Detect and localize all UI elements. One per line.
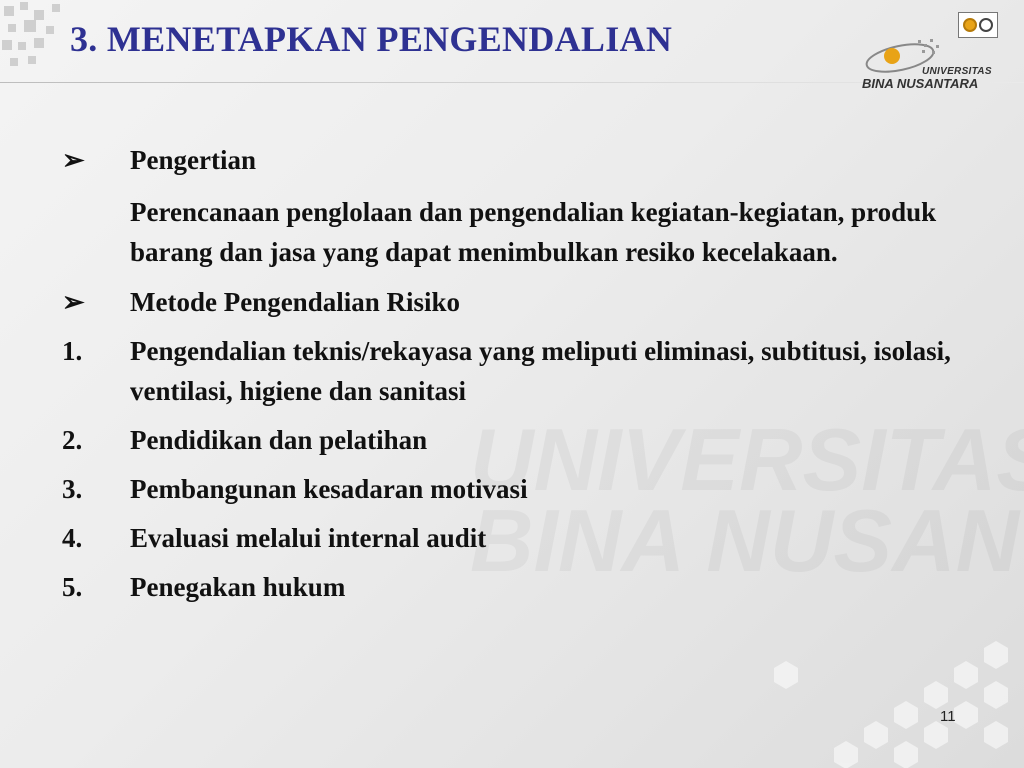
list-item-text: Penegakan hukum <box>130 572 346 602</box>
list-item-text: Evaluasi melalui internal audit <box>130 523 487 553</box>
list-number: 1. <box>62 336 83 366</box>
list-number: 5. <box>62 572 83 602</box>
section-heading-metode <box>62 282 962 322</box>
arrow-bullet-icon: ➢ <box>62 145 85 175</box>
slide-title: 3. MENETAPKAN PENGENDALIAN <box>70 19 673 59</box>
list-item <box>62 567 962 607</box>
list-number: 4. <box>62 523 83 553</box>
list-item <box>62 331 962 411</box>
list-item-text: Pembangunan kesadaran motivasi <box>130 474 528 504</box>
list-item-text: Pengendalian teknis/rekayasa yang meliputi eliminasi, subtitusi, isolasi, ventilasi, higiene dan sanitasi <box>130 336 951 406</box>
definition-paragraph: Perencanaan penglolaan dan pengendalian kegiatan-kegiatan, produk barang dan jasa yang dapat menimbulkan resiko kecelakaan. <box>130 197 937 267</box>
list-item <box>62 420 962 460</box>
logo-line-2: BINA NUSANTARA <box>862 76 979 91</box>
decorative-squares <box>0 0 80 80</box>
arrow-bullet-icon: ➢ <box>62 287 85 317</box>
logo-line-1: UNIVERSITAS <box>922 66 992 77</box>
section-heading-pengertian <box>62 140 962 180</box>
list-item <box>62 518 962 558</box>
page-number: 11 <box>940 708 956 725</box>
list-number: 2. <box>62 425 83 455</box>
list-item-text: Pendidikan dan pelatihan <box>130 425 428 455</box>
list-number: 3. <box>62 474 83 504</box>
list-item <box>62 469 962 509</box>
section-heading: Pengertian <box>130 145 256 175</box>
section-heading: Metode Pengendalian Risiko <box>130 287 461 317</box>
university-logo <box>858 8 1018 98</box>
slide-content <box>62 140 962 607</box>
certification-badges-icon <box>958 12 998 38</box>
